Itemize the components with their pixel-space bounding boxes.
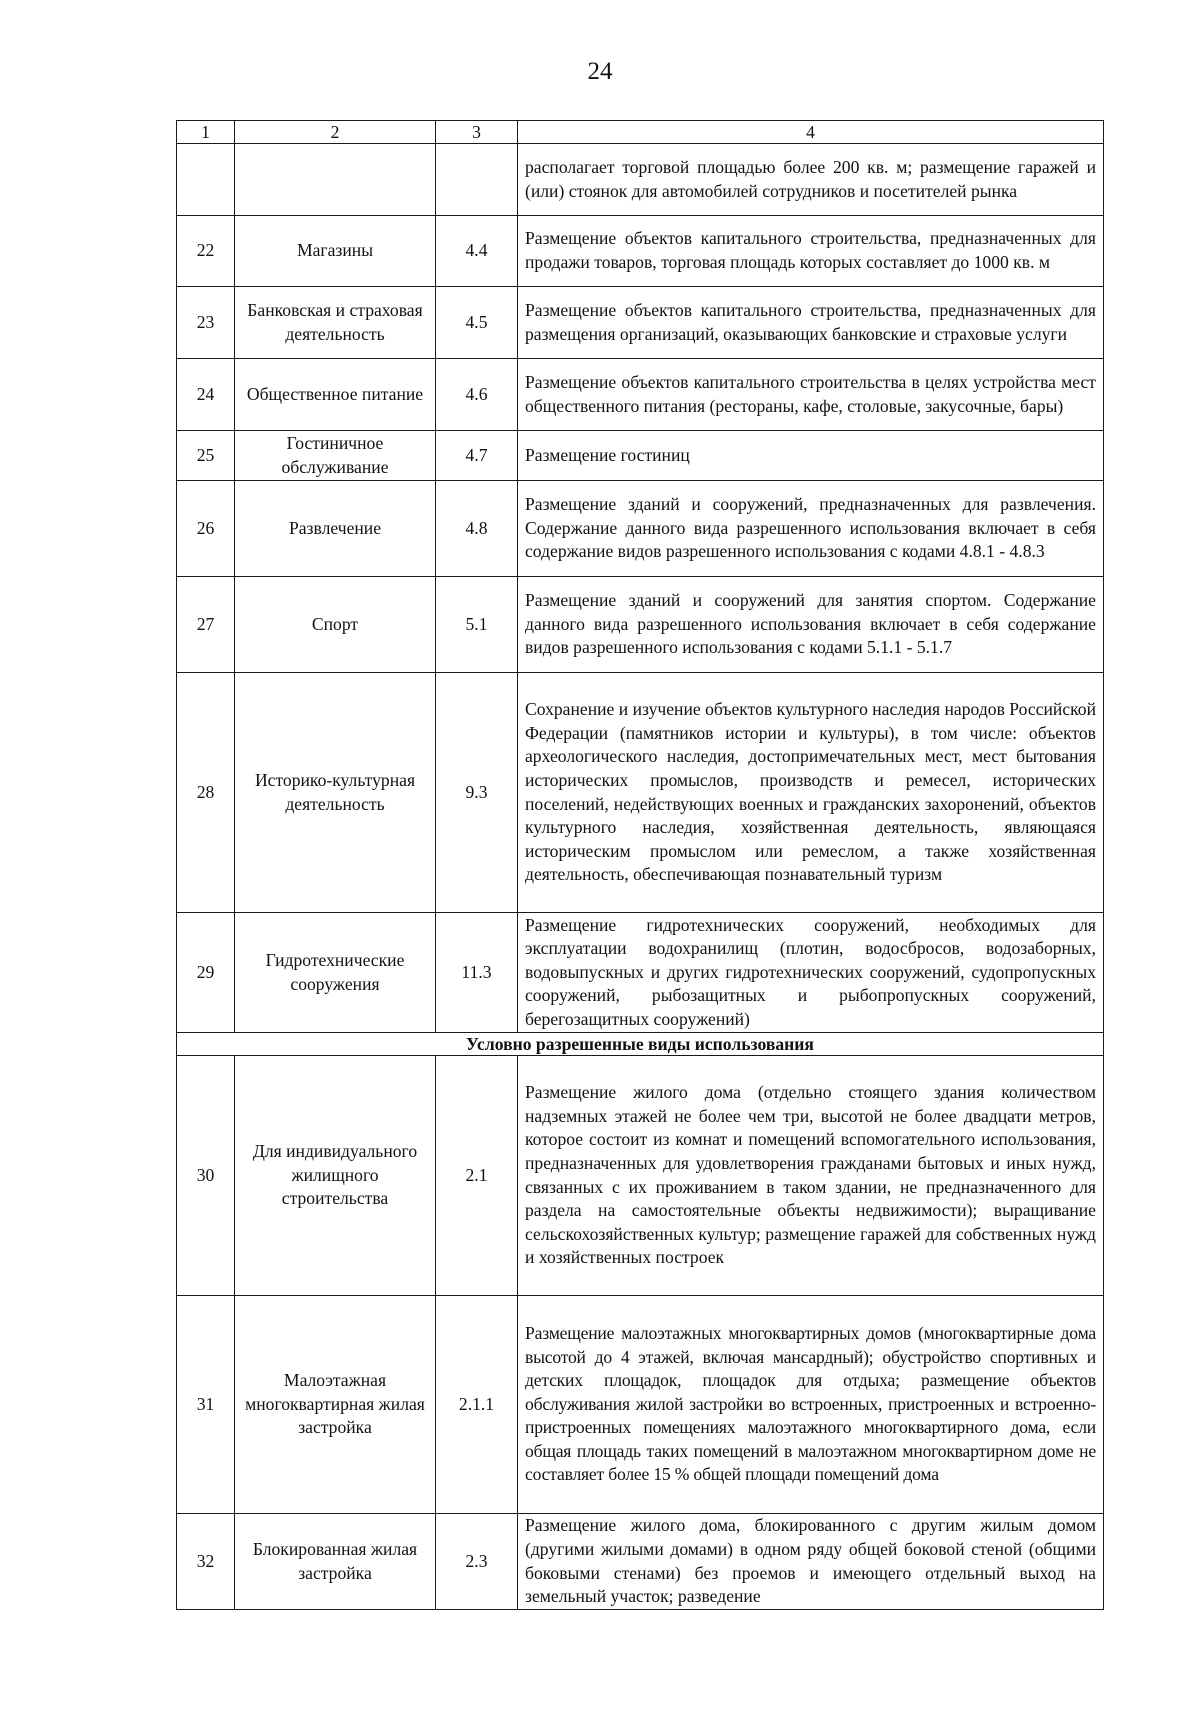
row-number: 29: [177, 913, 235, 1033]
row-name: Спорт: [235, 577, 436, 673]
header-col-3: 3: [436, 121, 518, 144]
row-code: 4.7: [436, 431, 518, 481]
row-number: 23: [177, 287, 235, 359]
table-row: [177, 481, 1104, 577]
table-row: [177, 913, 1104, 1033]
table-row: [177, 359, 1104, 431]
table-row: [177, 287, 1104, 359]
table-header-row: [177, 121, 1104, 144]
row-number: 32: [177, 1514, 235, 1610]
section-heading: Условно разрешенные виды использования: [177, 1033, 1104, 1056]
row-description: Размещение гидротехнических сооружений, необходимых для эксплуатации водохранилищ (плотин, водосбросов, водозаборных, водовыпускных и других гидротехнических сооружений, судопропускных сооружений, рыбозащитных и рыбопропускных сооружений, берегозащитных сооружений): [518, 913, 1104, 1033]
row-name: Малоэтажная многоквартирная жилая застройка: [235, 1296, 436, 1514]
row-code: 4.6: [436, 359, 518, 431]
header-col-4: 4: [518, 121, 1104, 144]
row-number: 24: [177, 359, 235, 431]
table-row: [177, 431, 1104, 481]
row-description: Размещение объектов капитального строительства, предназначенных для продажи товаров, торговая площадь которых составляет до 1000 кв. м: [518, 216, 1104, 287]
row-name: Развлечение: [235, 481, 436, 577]
row-name: Блокированная жилая застройка: [235, 1514, 436, 1610]
table-row: [177, 577, 1104, 673]
row-name: Общественное питание: [235, 359, 436, 431]
row-description: Размещение жилого дома, блокированного с другим жилым домом (другими жилыми домами) в одном ряду общей боковой стеной (общими боковыми стенами) без проемов и имеющего отдельный выход на земельный участок; разведение: [518, 1514, 1104, 1610]
row-number: [177, 144, 235, 216]
row-name: Историко-культурная деятельность: [235, 673, 436, 913]
row-name: Магазины: [235, 216, 436, 287]
row-description: Размещение объектов капитального строительства в целях устройства мест общественного питания (рестораны, кафе, столовые, закусочные, бары): [518, 359, 1104, 431]
page-number: 24: [587, 58, 613, 85]
row-code: 4.5: [436, 287, 518, 359]
row-code: 2.1: [436, 1056, 518, 1296]
row-number: 22: [177, 216, 235, 287]
header-col-2: 2: [235, 121, 436, 144]
row-description: Размещение зданий и сооружений для занятия спортом. Содержание данного вида разрешенного использования включает в себя содержание видов разрешенного использования с кодами 5.1.1 - 5.1.7: [518, 577, 1104, 673]
row-name: Банковская и страховая деятельность: [235, 287, 436, 359]
land-use-table: [176, 120, 1104, 1610]
row-code: 4.4: [436, 216, 518, 287]
row-code: 9.3: [436, 673, 518, 913]
row-description: Размещение объектов капитального строительства, предназначенных для размещения организаций, оказывающих банковские и страховые услуги: [518, 287, 1104, 359]
table-row: [177, 1514, 1104, 1610]
row-name: [235, 144, 436, 216]
row-number: 28: [177, 673, 235, 913]
row-description: Сохранение и изучение объектов культурного наследия народов Российской Федерации (памятников истории и культуры), в том числе: объектов археологического наследия, достопримечательных мест, мест бытования исторических промыслов, производств и ремесел, исторических поселений, недействующих военных и гражданских захоронений, объектов культурного наследия, хозяйственная деятельность, являющаяся историческим промыслом или ремеслом, а также хозяйственная деятельность, обеспечивающая познавательный туризм: [518, 673, 1104, 913]
row-name: Гидротехнические сооружения: [235, 913, 436, 1033]
row-code: 11.3: [436, 913, 518, 1033]
table-row: [177, 1056, 1104, 1296]
row-number: 26: [177, 481, 235, 577]
row-name: Гостиничное обслуживание: [235, 431, 436, 481]
row-number: 31: [177, 1296, 235, 1514]
row-number: 27: [177, 577, 235, 673]
row-description: Размещение гостиниц: [518, 431, 1104, 481]
table-row: [177, 1296, 1104, 1514]
section-heading-row: [177, 1033, 1104, 1056]
row-description: Размещение малоэтажных многоквартирных домов (многоквартирные дома высотой до 4 этажей, включая мансардный); обустройство спортивных и детских площадок, площадок для отдыха; размещение объектов обслуживания жилой застройки во встроенных, пристроенных и встроенно-пристроенных помещениях малоэтажного многоквартирного дома, если общая площадь таких помещений в малоэтажном многоквартирном доме не составляет более 15 % общей площади помещений дома: [518, 1296, 1104, 1514]
row-code: 2.1.1: [436, 1296, 518, 1514]
row-code: 5.1: [436, 577, 518, 673]
row-description: Размещение жилого дома (отдельно стоящего здания количеством надземных этажей не более чем три, высотой не более двадцати метров, которое состоит из комнат и помещений вспомогательного использования, предназначенных для удовлетворения гражданами бытовых и иных нужд, связанных с их проживанием в таком здании, не предназначенного для раздела на самостоятельные объекты недвижимости); выращивание сельскохозяйственных культур; размещение гаражей для собственных нужд и хозяйственных построек: [518, 1056, 1104, 1296]
row-name: Для индивидуального жилищного строительства: [235, 1056, 436, 1296]
row-code: [436, 144, 518, 216]
row-description: располагает торговой площадью более 200 кв. м; размещение гаражей и (или) стоянок для автомобилей сотрудников и посетителей рынка: [518, 144, 1104, 216]
header-col-1: 1: [177, 121, 235, 144]
table-row: [177, 144, 1104, 216]
row-number: 25: [177, 431, 235, 481]
row-number: 30: [177, 1056, 235, 1296]
table-row: [177, 216, 1104, 287]
table-row: [177, 673, 1104, 913]
row-code: 2.3: [436, 1514, 518, 1610]
row-code: 4.8: [436, 481, 518, 577]
row-description: Размещение зданий и сооружений, предназначенных для развлечения. Содержание данного вида разрешенного использования включает в себя содержание видов разрешенного использования с кодами 4.8.1 - 4.8.3: [518, 481, 1104, 577]
